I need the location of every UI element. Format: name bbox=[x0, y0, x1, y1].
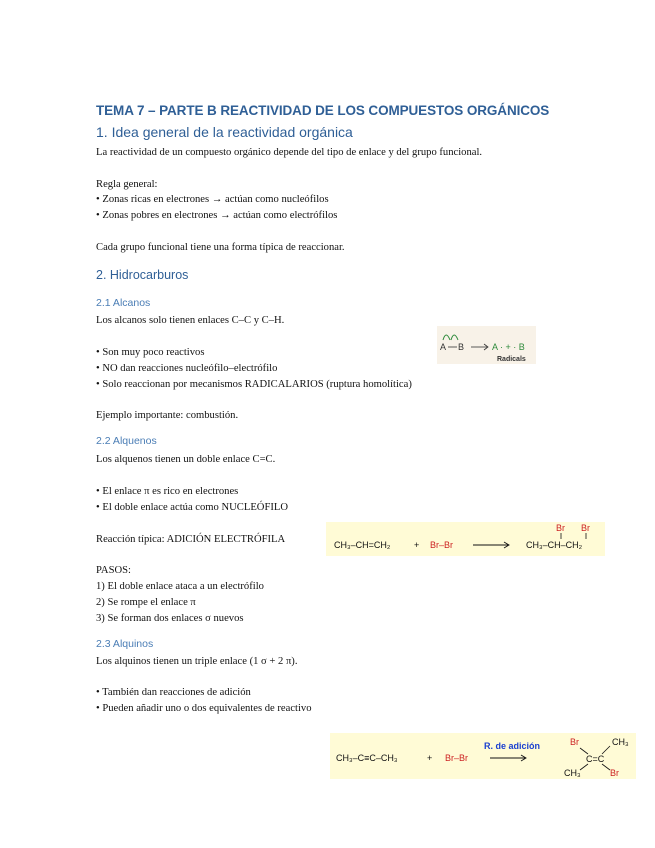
alquinos-heading: 2.3 Alquinos bbox=[96, 638, 154, 650]
alquinos-item: • Pueden añadir uno o dos equivalentes de reactivo bbox=[96, 703, 312, 714]
alcanos-heading: 2.1 Alcanos bbox=[96, 297, 151, 309]
curved-arrow-icon bbox=[443, 335, 450, 340]
alcanos-item: • NO dan reacciones nucleófilo–electrófilo bbox=[96, 363, 278, 374]
radical-cleavage-figure bbox=[437, 326, 536, 364]
bromine-label: Br bbox=[581, 523, 590, 533]
section-1-closing: Cada grupo funcional tiene una forma típica de reaccionar. bbox=[96, 242, 345, 253]
reaction-type: Reacción típica: ADICIÓN ELECTRÓFILA bbox=[96, 534, 286, 545]
alquenos-item: • El doble enlace actúa como NUCLEÓFILO bbox=[96, 502, 288, 513]
step-item: 2) Se rompe el enlace π bbox=[96, 597, 196, 608]
alkyne-addition-figure bbox=[330, 733, 636, 779]
bromine-label: Br bbox=[570, 737, 579, 747]
radical-products: A · + · B bbox=[492, 342, 525, 352]
bromine-reagent: Br–Br bbox=[445, 753, 469, 763]
bromine-label: Br bbox=[556, 523, 565, 533]
radicals-caption: Radicals bbox=[497, 356, 526, 363]
alcanos-item: • Solo reaccionan por mecanismos RADICALARIOS (ruptura homolítica) bbox=[96, 379, 412, 390]
bromine-label: Br bbox=[610, 768, 619, 778]
plus-sign: + bbox=[427, 753, 433, 763]
section-2-heading: 2. Hidrocarburos bbox=[96, 268, 189, 282]
step-item: 1) El doble enlace ataca a un electrófilo bbox=[96, 581, 264, 592]
bromine-reagent: Br–Br bbox=[430, 540, 454, 550]
alquinos-item: • También dan reacciones de adición bbox=[96, 687, 251, 698]
atom-a-label: A bbox=[440, 342, 447, 352]
step-item: 3) Se forman dos enlaces σ nuevos bbox=[96, 613, 244, 624]
methyl-label: CH₃ bbox=[564, 768, 581, 778]
alcanos-example: Ejemplo importante: combustión. bbox=[96, 410, 239, 421]
arrow-label: R. de adición bbox=[484, 741, 541, 751]
alcanos-intro: Los alcanos solo tienen enlaces C–C y C–H. bbox=[96, 315, 285, 326]
alkyne-reactant: CH₃–C≡C–CH₃ bbox=[336, 753, 398, 763]
alkene-product: CH₃–CH–CH₂ bbox=[526, 540, 583, 550]
methyl-label: CH₃ bbox=[612, 737, 629, 747]
alcanos-item: • Son muy poco reactivos bbox=[96, 347, 205, 358]
alquinos-intro: Los alquinos tienen un triple enlace (1 σ + 2 π). bbox=[96, 656, 298, 667]
double-bond-label: C=C bbox=[586, 754, 605, 764]
alkene-reactant: CH₃–CH=CH₂ bbox=[334, 540, 391, 550]
alquenos-item: • El enlace π es rico en electrones bbox=[96, 486, 239, 497]
document-title: TEMA 7 – PARTE B REACTIVIDAD DE LOS COMPUESTOS ORGÁNICOS bbox=[96, 103, 550, 118]
steps-label: PASOS: bbox=[96, 565, 131, 576]
section-1-intro: La reactividad de un compuesto orgánico depende del tipo de enlace y del grupo funcional. bbox=[96, 147, 483, 158]
rule-label: Regla general: bbox=[96, 179, 158, 190]
section-1-heading: 1. Idea general de la reactividad orgánica bbox=[96, 124, 353, 140]
alquenos-intro: Los alquenos tienen un doble enlace C=C. bbox=[96, 454, 276, 465]
alkene-addition-figure bbox=[326, 522, 605, 556]
rule-item: • Zonas pobres en electrones → actúan como electrófilos bbox=[96, 210, 338, 221]
alquenos-heading: 2.2 Alquenos bbox=[96, 435, 157, 447]
rule-item: • Zonas ricas en electrones → actúan como nucleófilos bbox=[96, 194, 329, 205]
curved-arrow-icon bbox=[451, 335, 458, 340]
atom-b-label: B bbox=[458, 342, 465, 352]
plus-sign: + bbox=[414, 540, 420, 550]
